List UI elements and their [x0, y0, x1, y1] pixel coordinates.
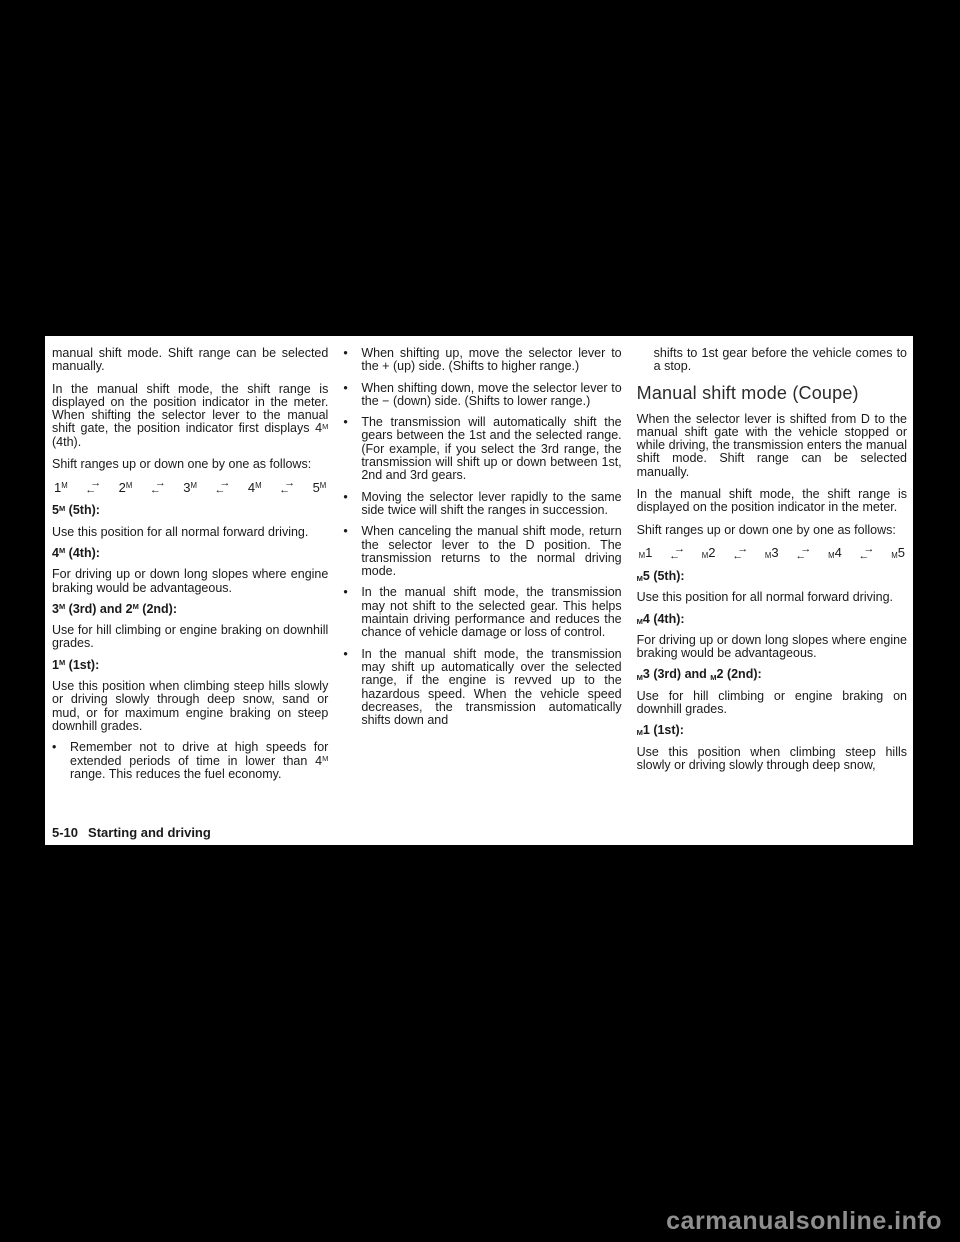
bullet-text: When canceling the manual shift mode, return the selector lever to the D position. The transmission returns to the normal driving mode. — [361, 524, 622, 579]
bullet-icon: • — [343, 489, 348, 504]
bullet-text: The transmission will automatically shift the gears between the 1st and the selected range. (For example, if you select the 3rd range, the transmission will shift up or down between 1st, 2nd and 3rd gears. — [361, 415, 622, 483]
note-bullet-text: Remember not to drive at high speeds for extended periods of time in lower than $4^M$ range. This reduces the fuel economy. — [70, 740, 329, 781]
page-number: 5-10 — [52, 825, 79, 840]
gear-entry-label: $1^M$ (1st): — [52, 657, 100, 672]
paragraph-shift-indicator: In the manual shift mode, the shift range is displayed on the position indicator in the meter. When shifting the selector lever to the manual shift gate, the position indicator first displays $4^M$ (4th). — [52, 381, 329, 449]
shift-arrows-icon — [669, 542, 686, 562]
bullet-item — [343, 586, 621, 639]
gear-entry-label: $3^M$ (3rd) and $2^M$ (2nd): — [52, 601, 178, 616]
gear-label: $2^M$ — [118, 479, 133, 495]
gear-entry-text: Use this position when climbing steep hills slowly or driving slowly through deep snow, — [636, 744, 907, 772]
paragraph-intro: When the selector lever is shifted from D to the manual shift gate with the vehicle stopped or while driving, the transmission enters the manual shift mode. Shift range can be selected manually. — [636, 411, 907, 479]
shift-arrows-icon — [149, 477, 166, 497]
gear-label: $4^M$ — [247, 479, 262, 495]
arrow-right-icon: → — [90, 477, 102, 490]
gear-entry-text: Use for hill climbing or engine braking on downhill grades. — [52, 623, 329, 651]
shift-arrows-icon — [795, 542, 812, 562]
shift-arrows-icon — [732, 542, 749, 562]
gear-label: $_M$5 — [891, 545, 905, 561]
gear-entry-text: Use for hill climbing or engine braking on downhill grades. — [636, 688, 907, 717]
shift-arrows-icon — [85, 477, 102, 497]
shift-ranges-intro: Shift ranges up or down one by one as follows: — [636, 522, 896, 537]
bullet-icon: • — [52, 740, 57, 755]
arrow-left-icon: ← — [858, 549, 870, 562]
bullet-item — [343, 491, 621, 518]
arrow-right-icon: → — [674, 542, 686, 555]
gear-entry-label: $_M$4 (4th): — [636, 611, 685, 626]
bullet-item — [343, 347, 621, 374]
gear-label: $_M$3 — [764, 545, 779, 561]
gear-entry-text: Use this position when climbing steep hills slowly or driving slowly through deep snow, sand or mud, or for maximum engine braking on steep downhill grades. — [52, 679, 329, 733]
arrow-right-icon: → — [219, 477, 231, 490]
arrow-right-icon: → — [737, 542, 749, 555]
manual-page-scan — [45, 336, 913, 845]
bullet-text: In the manual shift mode, the transmission may not shift to the selected gear. This helps maintain driving performance and reduces the chance of vehicle damage or loss of control. — [361, 585, 622, 640]
gear-entry-label: $_M$1 (1st): — [636, 723, 684, 738]
gear-entry-text: For driving up or down long slopes where engine braking would be advantageous. — [636, 632, 907, 661]
arrow-left-icon: ← — [795, 549, 807, 562]
gear-label: $_M$2 — [701, 545, 716, 561]
arrow-left-icon: ← — [669, 549, 681, 562]
bullet-icon: • — [343, 346, 348, 360]
bullet-text: In the manual shift mode, the transmission may shift up automatically over the selected range, if the engine is revved up to the hazardous speed. When the vehicle speed decreases, the transmission automatically shifts down and — [361, 646, 622, 728]
bullet-text: Moving the selector lever rapidly to the same side twice will shift the ranges in succession. — [361, 489, 622, 517]
gear-label: $1^M$ — [54, 479, 68, 495]
page-footer — [52, 825, 211, 840]
bullet-item — [343, 382, 621, 409]
arrow-right-icon: → — [800, 542, 812, 555]
gear-entry-text: Use this position for all normal forward driving. — [52, 524, 309, 539]
arrow-right-icon: → — [284, 477, 296, 490]
shift-arrows-icon — [279, 477, 296, 497]
watermark-text: carmanualsonline.info — [666, 1207, 942, 1235]
shift-arrows-icon — [214, 477, 231, 497]
column-right — [637, 347, 907, 845]
gear-entry-text: Use this position for all normal forward driving. — [636, 590, 893, 605]
gear-label: $3^M$ — [183, 479, 198, 495]
bullet-item — [343, 648, 621, 728]
gear-entry-label: $_M$5 (5th): — [636, 568, 685, 584]
bullet-icon: • — [343, 524, 348, 539]
paragraph-shift-indicator: In the manual shift mode, the shift range is displayed on the position indicator in the meter. — [636, 487, 907, 515]
footer-section-title: Starting and driving — [88, 825, 211, 840]
arrow-left-icon: ← — [149, 484, 161, 497]
arrow-right-icon: → — [863, 542, 875, 555]
shift-range-diagram — [54, 477, 327, 497]
arrow-left-icon: ← — [85, 484, 97, 497]
column-middle — [343, 347, 621, 845]
shift-range-diagram — [638, 542, 905, 562]
arrow-left-icon: ← — [732, 549, 744, 562]
bullet-icon: • — [343, 585, 348, 600]
bullet-icon: • — [343, 646, 348, 661]
bullet-text: When shifting down, move the selector lever to the − (down) side. (Shifts to lower range.) — [361, 380, 622, 408]
paragraph-continued: shifts to 1st gear before the vehicle comes to a stop. — [653, 346, 907, 374]
section-heading: Manual shift mode (Coupe) — [636, 382, 859, 403]
arrow-right-icon: → — [154, 477, 166, 490]
gear-entry-text: For driving up or down long slopes where engine braking would be advantageous. — [52, 567, 329, 595]
shift-ranges-intro: Shift ranges up or down one by one as follows: — [52, 457, 312, 472]
column-left — [52, 347, 328, 845]
gear-entry-label: $4^M$ (4th): — [52, 545, 100, 560]
gear-label: $_M$1 — [638, 545, 653, 561]
gear-label: $5^M$ — [312, 479, 327, 495]
paragraph-continued: manual shift mode. Shift range can be selected manually. — [52, 346, 329, 374]
arrow-left-icon: ← — [214, 484, 226, 497]
arrow-left-icon: ← — [279, 484, 291, 497]
gear-entry-label: $_M$3 (3rd) and $_M$2 (2nd): — [636, 667, 762, 682]
bullet-text: When shifting up, move the selector lever to the + (up) side. (Shifts to higher range.) — [361, 346, 622, 374]
bullet-item — [343, 416, 621, 482]
bullet-item — [343, 525, 621, 578]
gear-entry-label: $5^M$ (5th): — [52, 503, 100, 518]
bullet-icon: • — [343, 415, 348, 430]
note-bullet-item — [52, 741, 328, 781]
shift-arrows-icon — [858, 542, 875, 562]
bullet-icon: • — [343, 380, 348, 395]
gear-label: $_M$4 — [828, 545, 842, 561]
